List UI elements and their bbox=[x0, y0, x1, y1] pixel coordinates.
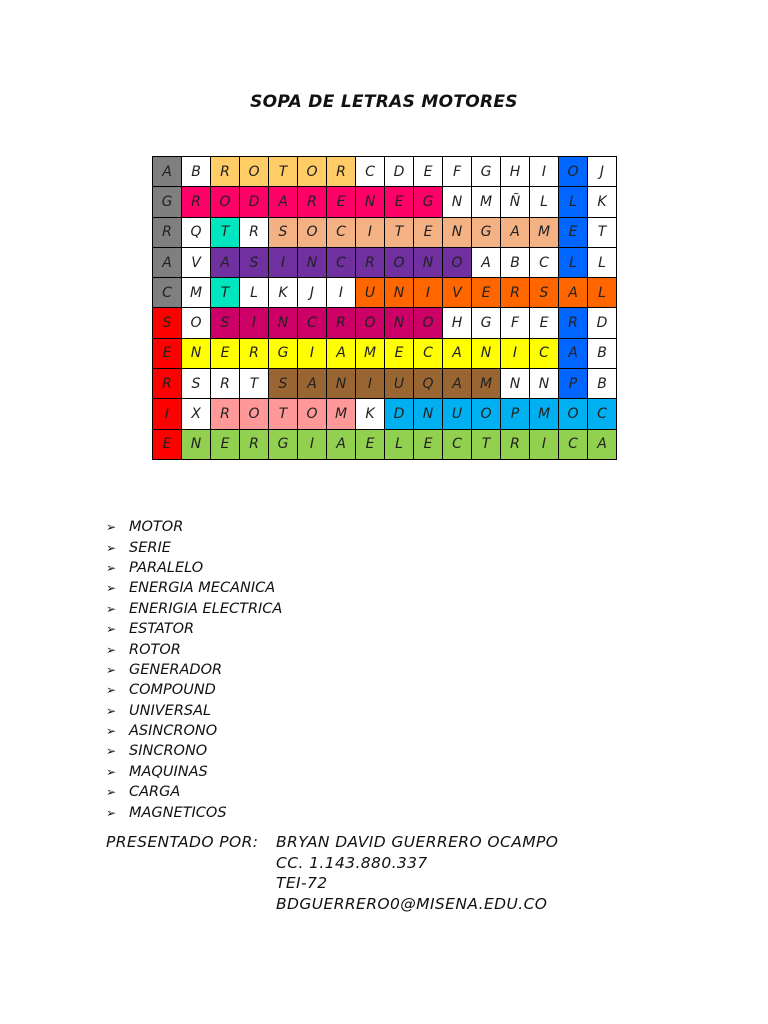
grid-cell: A bbox=[327, 430, 356, 460]
grid-cell: A bbox=[443, 339, 472, 369]
list-item bbox=[106, 782, 282, 802]
grid-cell: D bbox=[240, 187, 269, 217]
grid-cell: I bbox=[240, 308, 269, 338]
word-label: MAGNETICOS bbox=[129, 804, 227, 821]
grid-cell: T bbox=[472, 430, 501, 460]
word-label: MAQUINAS bbox=[129, 763, 208, 780]
grid-cell: O bbox=[298, 218, 327, 248]
page-title: SOPA DE LETRAS MOTORES bbox=[250, 92, 518, 112]
arrow-bullet-icon: ➢ bbox=[106, 581, 117, 596]
grid-cell: O bbox=[385, 248, 414, 278]
grid-cell: R bbox=[153, 369, 182, 399]
grid-cell: N bbox=[182, 430, 211, 460]
grid-cell: N bbox=[472, 339, 501, 369]
list-item bbox=[106, 619, 282, 639]
word-search-grid bbox=[152, 156, 617, 460]
author-name: BRYAN DAVID GUERRERO OCAMPO bbox=[276, 833, 559, 852]
grid-cell: M bbox=[530, 218, 559, 248]
arrow-bullet-icon: ➢ bbox=[106, 662, 117, 677]
arrow-bullet-icon: ➢ bbox=[106, 622, 117, 637]
arrow-bullet-icon: ➢ bbox=[106, 785, 117, 800]
arrow-bullet-icon: ➢ bbox=[106, 540, 117, 555]
grid-cell: O bbox=[182, 308, 211, 338]
grid-cell: B bbox=[588, 339, 617, 369]
word-label: ENERGIA MECANICA bbox=[129, 580, 276, 597]
grid-cell: K bbox=[269, 278, 298, 308]
word-label: MOTOR bbox=[129, 519, 184, 536]
author-id: CC. 1.143.880.337 bbox=[276, 853, 428, 872]
grid-cell: S bbox=[153, 308, 182, 338]
grid-cell: O bbox=[356, 308, 385, 338]
grid-cell: I bbox=[298, 430, 327, 460]
grid-cell: M bbox=[182, 278, 211, 308]
grid-cell: T bbox=[269, 399, 298, 429]
grid-cell: N bbox=[443, 187, 472, 217]
word-label: SINCRONO bbox=[129, 743, 208, 760]
grid-cell: H bbox=[443, 308, 472, 338]
grid-cell: P bbox=[501, 399, 530, 429]
grid-cell: N bbox=[385, 278, 414, 308]
grid-cell: A bbox=[472, 248, 501, 278]
list-item bbox=[106, 721, 282, 741]
grid-cell: O bbox=[240, 399, 269, 429]
author-group: TEI-72 bbox=[276, 874, 328, 893]
grid-cell: E bbox=[414, 157, 443, 187]
word-label: SERIE bbox=[129, 539, 171, 556]
grid-cell: E bbox=[211, 430, 240, 460]
grid-cell: G bbox=[472, 218, 501, 248]
grid-cell: O bbox=[298, 399, 327, 429]
grid-cell: N bbox=[501, 369, 530, 399]
grid-cell: N bbox=[414, 399, 443, 429]
grid-cell: R bbox=[501, 278, 530, 308]
grid-cell: T bbox=[211, 278, 240, 308]
grid-cell: C bbox=[559, 430, 588, 460]
grid-cell: N bbox=[298, 248, 327, 278]
list-item bbox=[106, 680, 282, 700]
arrow-bullet-icon: ➢ bbox=[106, 683, 117, 698]
word-label: ASINCRONO bbox=[129, 723, 218, 740]
grid-cell: H bbox=[501, 157, 530, 187]
grid-cell: L bbox=[559, 248, 588, 278]
arrow-bullet-icon: ➢ bbox=[106, 520, 117, 535]
list-item bbox=[106, 599, 282, 619]
grid-cell: C bbox=[327, 218, 356, 248]
grid-cell: C bbox=[588, 399, 617, 429]
list-item bbox=[106, 558, 282, 578]
grid-cell: I bbox=[153, 399, 182, 429]
grid-cell: I bbox=[501, 339, 530, 369]
grid-cell: M bbox=[356, 339, 385, 369]
grid-cell: G bbox=[269, 339, 298, 369]
grid-cell: A bbox=[153, 248, 182, 278]
grid-cell: I bbox=[269, 248, 298, 278]
grid-cell: O bbox=[559, 399, 588, 429]
word-label: ENERIGIA ELECTRICA bbox=[129, 600, 283, 617]
grid-cell: E bbox=[472, 278, 501, 308]
grid-cell: A bbox=[501, 218, 530, 248]
grid-cell: I bbox=[356, 218, 385, 248]
grid-cell: O bbox=[559, 157, 588, 187]
arrow-bullet-icon: ➢ bbox=[106, 744, 117, 759]
word-label: CARGA bbox=[129, 784, 181, 801]
grid-cell: B bbox=[182, 157, 211, 187]
grid-cell: V bbox=[182, 248, 211, 278]
arrow-bullet-icon: ➢ bbox=[106, 601, 117, 616]
word-label: COMPOUND bbox=[129, 682, 216, 699]
grid-cell: S bbox=[269, 369, 298, 399]
grid-cell: T bbox=[588, 218, 617, 248]
grid-cell: A bbox=[298, 369, 327, 399]
grid-cell: B bbox=[501, 248, 530, 278]
grid-cell: I bbox=[530, 157, 559, 187]
grid-cell: N bbox=[414, 248, 443, 278]
grid-cell: R bbox=[327, 308, 356, 338]
grid-cell: A bbox=[588, 430, 617, 460]
grid-cell: E bbox=[559, 218, 588, 248]
grid-cell: F bbox=[443, 157, 472, 187]
list-item bbox=[106, 537, 282, 557]
list-item bbox=[106, 802, 282, 822]
grid-cell: O bbox=[298, 157, 327, 187]
grid-cell: D bbox=[385, 399, 414, 429]
list-item bbox=[106, 517, 282, 537]
word-label: PARALELO bbox=[129, 559, 204, 576]
grid-cell: M bbox=[530, 399, 559, 429]
list-item bbox=[106, 741, 282, 761]
arrow-bullet-icon: ➢ bbox=[106, 724, 117, 739]
word-label: GENERADOR bbox=[129, 661, 223, 678]
grid-cell: C bbox=[153, 278, 182, 308]
grid-cell: L bbox=[588, 248, 617, 278]
grid-cell: N bbox=[327, 369, 356, 399]
grid-cell: E bbox=[327, 187, 356, 217]
grid-cell: I bbox=[356, 369, 385, 399]
grid-cell: R bbox=[501, 430, 530, 460]
grid-cell: R bbox=[153, 218, 182, 248]
grid-cell: N bbox=[182, 339, 211, 369]
grid-cell: A bbox=[559, 278, 588, 308]
grid-cell: C bbox=[530, 248, 559, 278]
grid-cell: E bbox=[385, 339, 414, 369]
grid-cell: R bbox=[240, 339, 269, 369]
grid-cell: U bbox=[443, 399, 472, 429]
grid-cell: L bbox=[588, 278, 617, 308]
grid-cell: P bbox=[559, 369, 588, 399]
word-list bbox=[106, 517, 282, 823]
arrow-bullet-icon: ➢ bbox=[106, 703, 117, 718]
grid-cell: F bbox=[501, 308, 530, 338]
grid-cell: S bbox=[530, 278, 559, 308]
arrow-bullet-icon: ➢ bbox=[106, 764, 117, 779]
grid-cell: R bbox=[240, 218, 269, 248]
list-item bbox=[106, 660, 282, 680]
grid-cell: M bbox=[327, 399, 356, 429]
grid-cell: A bbox=[443, 369, 472, 399]
grid-cell: O bbox=[211, 187, 240, 217]
grid-cell: A bbox=[153, 157, 182, 187]
grid-cell: J bbox=[298, 278, 327, 308]
word-label: ESTATOR bbox=[129, 621, 195, 638]
grid-cell: E bbox=[414, 430, 443, 460]
grid-cell: E bbox=[211, 339, 240, 369]
grid-cell: O bbox=[443, 248, 472, 278]
grid-cell: R bbox=[211, 369, 240, 399]
grid-cell: R bbox=[211, 157, 240, 187]
grid-cell: T bbox=[385, 218, 414, 248]
grid-cell: R bbox=[298, 187, 327, 217]
list-item bbox=[106, 578, 282, 598]
grid-cell: D bbox=[385, 157, 414, 187]
arrow-bullet-icon: ➢ bbox=[106, 642, 117, 657]
grid-cell: G bbox=[153, 187, 182, 217]
word-label: UNIVERSAL bbox=[129, 702, 212, 719]
grid-cell: R bbox=[182, 187, 211, 217]
grid-cell: M bbox=[472, 187, 501, 217]
grid-cell: N bbox=[530, 369, 559, 399]
grid-cell: L bbox=[559, 187, 588, 217]
grid-cell: K bbox=[356, 399, 385, 429]
grid-cell: K bbox=[588, 187, 617, 217]
grid-cell: T bbox=[211, 218, 240, 248]
grid-cell: I bbox=[327, 278, 356, 308]
grid-cell: N bbox=[269, 308, 298, 338]
grid-cell: X bbox=[182, 399, 211, 429]
grid-cell: G bbox=[472, 157, 501, 187]
grid-cell: C bbox=[356, 157, 385, 187]
grid-cell: Q bbox=[414, 369, 443, 399]
grid-cell: A bbox=[269, 187, 298, 217]
grid-cell: I bbox=[298, 339, 327, 369]
arrow-bullet-icon: ➢ bbox=[106, 560, 117, 575]
grid-cell: O bbox=[472, 399, 501, 429]
grid-cell: J bbox=[588, 157, 617, 187]
grid-cell: E bbox=[414, 218, 443, 248]
grid-cell: U bbox=[385, 369, 414, 399]
grid-cell: E bbox=[385, 187, 414, 217]
grid-cell: L bbox=[385, 430, 414, 460]
grid-cell: R bbox=[211, 399, 240, 429]
grid-cell: C bbox=[414, 339, 443, 369]
grid-cell: S bbox=[240, 248, 269, 278]
grid-cell: L bbox=[240, 278, 269, 308]
credits-block bbox=[106, 832, 558, 914]
grid-cell: Ñ bbox=[501, 187, 530, 217]
grid-cell: M bbox=[472, 369, 501, 399]
grid-cell: A bbox=[327, 339, 356, 369]
grid-cell: R bbox=[559, 308, 588, 338]
grid-cell: Q bbox=[182, 218, 211, 248]
grid-cell: I bbox=[530, 430, 559, 460]
grid-cell: C bbox=[443, 430, 472, 460]
grid-cell: D bbox=[588, 308, 617, 338]
grid-cell: B bbox=[588, 369, 617, 399]
grid-cell: G bbox=[414, 187, 443, 217]
grid-cell: R bbox=[356, 248, 385, 278]
grid-cell: E bbox=[153, 430, 182, 460]
grid-cell: C bbox=[327, 248, 356, 278]
grid-cell: L bbox=[530, 187, 559, 217]
grid-cell: A bbox=[211, 248, 240, 278]
grid-cell: N bbox=[356, 187, 385, 217]
grid-cell: E bbox=[153, 339, 182, 369]
arrow-bullet-icon: ➢ bbox=[106, 805, 117, 820]
grid-cell: E bbox=[530, 308, 559, 338]
grid-cell: T bbox=[240, 369, 269, 399]
grid-cell: C bbox=[298, 308, 327, 338]
author-email: BDGUERRERO0@MISENA.EDU.CO bbox=[276, 894, 548, 913]
grid-cell: N bbox=[385, 308, 414, 338]
list-item bbox=[106, 639, 282, 659]
grid-cell: N bbox=[443, 218, 472, 248]
list-item bbox=[106, 762, 282, 782]
grid-cell: S bbox=[269, 218, 298, 248]
grid-cell: E bbox=[356, 430, 385, 460]
grid-cell: T bbox=[269, 157, 298, 187]
grid-cell: R bbox=[240, 430, 269, 460]
grid-cell: S bbox=[211, 308, 240, 338]
grid-cell: G bbox=[269, 430, 298, 460]
grid-cell: R bbox=[327, 157, 356, 187]
grid-cell: O bbox=[414, 308, 443, 338]
grid-cell: I bbox=[414, 278, 443, 308]
grid-cell: S bbox=[182, 369, 211, 399]
presented-by-label: PRESENTADO POR: bbox=[106, 833, 259, 852]
grid-cell: A bbox=[559, 339, 588, 369]
grid-cell: O bbox=[240, 157, 269, 187]
list-item bbox=[106, 701, 282, 721]
word-label: ROTOR bbox=[129, 641, 181, 658]
grid-cell: V bbox=[443, 278, 472, 308]
grid-cell: G bbox=[472, 308, 501, 338]
grid-cell: U bbox=[356, 278, 385, 308]
grid-cell: C bbox=[530, 339, 559, 369]
